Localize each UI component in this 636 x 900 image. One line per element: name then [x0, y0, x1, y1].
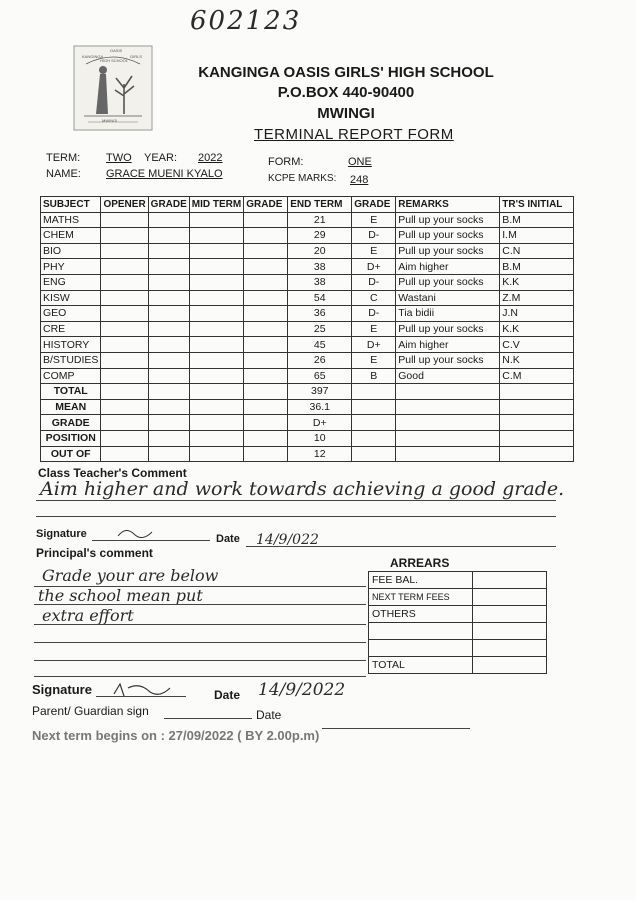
summary-empty-cell: [500, 399, 574, 415]
end-grade-cell: D-: [352, 306, 396, 322]
summary-value: 397: [288, 384, 352, 400]
summary-empty-cell: [189, 384, 243, 400]
table-row: [41, 368, 574, 384]
th-mid-grade: GRADE: [244, 197, 288, 213]
mid-grade-cell: [244, 228, 288, 244]
opener-grade-cell: [148, 352, 189, 368]
end-term-cell: 65: [288, 368, 352, 384]
opener-grade-cell: [148, 368, 189, 384]
opener-cell: [101, 274, 148, 290]
summary-empty-cell: [396, 430, 500, 446]
summary-value: 12: [288, 446, 352, 462]
table-row: [41, 274, 574, 290]
subject-cell: HISTORY: [41, 337, 101, 353]
school-box: P.O.BOX 440-90400: [277, 84, 415, 101]
subject-cell: MATHS: [41, 212, 101, 228]
comment-line-2: [36, 516, 556, 517]
mid-term-cell: [189, 321, 243, 337]
mid-grade-cell: [244, 352, 288, 368]
remark-cell: Pull up your socks: [396, 243, 500, 259]
mid-term-cell: [189, 259, 243, 275]
mid-grade-cell: [244, 243, 288, 259]
arrears-row: [369, 572, 547, 589]
arrears-value: [473, 572, 547, 589]
subject-cell: KISW: [41, 290, 101, 306]
summary-empty-cell: [101, 415, 148, 431]
mid-term-cell: [189, 368, 243, 384]
arrears-label: NEXT TERM FEES: [369, 589, 473, 606]
table-row: [41, 212, 574, 228]
mid-term-cell: [189, 243, 243, 259]
th-remarks: REMARKS: [396, 197, 500, 213]
mid-grade-cell: [244, 306, 288, 322]
opener-cell: [101, 259, 148, 275]
summary-label: GRADE: [41, 415, 101, 431]
ct-signature-mark: [116, 526, 156, 545]
form-label: FORM:: [268, 156, 304, 168]
end-grade-cell: E: [352, 321, 396, 337]
table-row: [41, 259, 574, 275]
logo-text-5: MWINGI: [102, 118, 118, 123]
form-title: TERMINAL REPORT FORM: [254, 126, 454, 143]
initial-cell: Z.M: [500, 290, 574, 306]
arrears-table: [368, 571, 547, 674]
principal-comment-3: extra effort: [42, 606, 134, 625]
remark-cell: Aim higher: [396, 259, 500, 275]
opener-cell: [101, 368, 148, 384]
summary-empty-cell: [500, 430, 574, 446]
term-value: TWO: [106, 152, 132, 164]
remark-cell: Pull up your socks: [396, 212, 500, 228]
principal-comment-1: Grade your are below: [42, 566, 219, 585]
summary-label: MEAN: [41, 399, 101, 415]
summary-empty-cell: [244, 446, 288, 462]
parent-sign-line: [164, 718, 252, 719]
subject-cell: B/STUDIES: [41, 352, 101, 368]
arrears-value: [473, 640, 547, 657]
mid-grade-cell: [244, 368, 288, 384]
table-row: [41, 228, 574, 244]
kcpe-label: KCPE MARKS:: [268, 173, 337, 184]
next-term-notice: Next term begins on : 27/09/2022 ( BY 2.00p.m): [32, 728, 320, 743]
initial-cell: B.M: [500, 212, 574, 228]
class-teacher-date-label: Date: [216, 533, 240, 545]
end-term-cell: 54: [288, 290, 352, 306]
table-row: [41, 306, 574, 322]
summary-empty-cell: [189, 446, 243, 462]
remark-cell: Pull up your socks: [396, 321, 500, 337]
mid-term-cell: [189, 228, 243, 244]
arrears-row: [369, 657, 547, 674]
summary-empty-cell: [500, 384, 574, 400]
initial-cell: N.K: [500, 352, 574, 368]
p-line-4: [34, 642, 366, 643]
initial-cell: J.N: [500, 306, 574, 322]
arrears-label: FEE BAL.: [369, 572, 473, 589]
summary-value: D+: [288, 415, 352, 431]
table-row: [41, 243, 574, 259]
mid-term-cell: [189, 337, 243, 353]
opener-cell: [101, 243, 148, 259]
end-grade-cell: D-: [352, 274, 396, 290]
summary-empty-cell: [101, 446, 148, 462]
opener-grade-cell: [148, 290, 189, 306]
arrears-label: [369, 623, 473, 640]
end-grade-cell: E: [352, 352, 396, 368]
summary-empty-cell: [148, 399, 189, 415]
opener-grade-cell: [148, 274, 189, 290]
table-row: [41, 321, 574, 337]
end-term-cell: 25: [288, 321, 352, 337]
initial-cell: K.K: [500, 321, 574, 337]
parent-sign-label: Parent/ Guardian sign: [32, 704, 149, 718]
mid-grade-cell: [244, 259, 288, 275]
remark-cell: Pull up your socks: [396, 274, 500, 290]
th-initial: TR'S INITIAL: [500, 197, 574, 213]
end-grade-cell: E: [352, 243, 396, 259]
th-subject: SUBJECT: [41, 197, 101, 213]
summary-empty-cell: [189, 430, 243, 446]
end-term-cell: 21: [288, 212, 352, 228]
summary-empty-cell: [244, 415, 288, 431]
year-value: 2022: [198, 152, 223, 164]
summary-empty-cell: [189, 399, 243, 415]
summary-empty-cell: [148, 384, 189, 400]
summary-empty-cell: [244, 430, 288, 446]
arrears-label: [369, 640, 473, 657]
parent-date-line: [322, 728, 470, 729]
summary-empty-cell: [352, 384, 396, 400]
end-grade-cell: C: [352, 290, 396, 306]
initial-cell: I.M: [500, 228, 574, 244]
name-label: NAME:: [46, 168, 81, 180]
remark-cell: Pull up your socks: [396, 352, 500, 368]
p-line-2: [34, 604, 366, 605]
summary-empty-cell: [148, 415, 189, 431]
arrears-row: [369, 623, 547, 640]
class-teacher-signature-label: Signature: [36, 528, 87, 540]
summary-empty-cell: [396, 384, 500, 400]
summary-empty-cell: [396, 415, 500, 431]
end-term-cell: 20: [288, 243, 352, 259]
comment-line-1: [36, 500, 556, 501]
mid-term-cell: [189, 290, 243, 306]
arrears-row: [369, 606, 547, 623]
end-grade-cell: D+: [352, 337, 396, 353]
end-grade-cell: D-: [352, 228, 396, 244]
mid-grade-cell: [244, 321, 288, 337]
summary-row: [41, 446, 574, 462]
summary-label: POSITION: [41, 430, 101, 446]
principal-signature-mark: [110, 680, 190, 705]
subject-cell: PHY: [41, 259, 101, 275]
initial-cell: C.M: [500, 368, 574, 384]
summary-empty-cell: [352, 399, 396, 415]
arrears-value: [473, 606, 547, 623]
th-opener-grade: GRADE: [148, 197, 189, 213]
opener-grade-cell: [148, 212, 189, 228]
arrears-label: OTHERS: [369, 606, 473, 623]
arrears-row: [369, 640, 547, 657]
form-value: ONE: [348, 156, 372, 168]
summary-empty-cell: [148, 430, 189, 446]
th-mid-term: MID TERM: [189, 197, 243, 213]
opener-grade-cell: [148, 259, 189, 275]
term-label: TERM:: [46, 152, 81, 164]
end-term-cell: 26: [288, 352, 352, 368]
year-label: YEAR:: [144, 152, 178, 164]
mid-grade-cell: [244, 212, 288, 228]
mid-term-cell: [189, 212, 243, 228]
opener-grade-cell: [148, 228, 189, 244]
summary-empty-cell: [396, 446, 500, 462]
p-line-6: [34, 676, 366, 677]
summary-value: 10: [288, 430, 352, 446]
end-term-cell: 38: [288, 259, 352, 275]
school-town: MWINGI: [317, 105, 375, 122]
mid-term-cell: [189, 306, 243, 322]
class-teacher-date: 14/9/022: [256, 532, 319, 548]
summary-empty-cell: [244, 384, 288, 400]
th-end-grade: GRADE: [352, 197, 396, 213]
opener-cell: [101, 321, 148, 337]
logo-text-2: OASIS: [110, 48, 123, 53]
opener-grade-cell: [148, 306, 189, 322]
remark-cell: Aim higher: [396, 337, 500, 353]
mid-grade-cell: [244, 274, 288, 290]
subject-cell: CHEM: [41, 228, 101, 244]
mid-grade-cell: [244, 290, 288, 306]
th-end-term: END TERM: [288, 197, 352, 213]
class-teacher-label: Class Teacher's Comment: [38, 466, 187, 480]
summary-value: 36.1: [288, 399, 352, 415]
th-opener: OPENER: [101, 197, 148, 213]
principal-comment-2: the school mean put: [38, 586, 203, 605]
opener-cell: [101, 228, 148, 244]
summary-empty-cell: [189, 415, 243, 431]
parent-date-label: Date: [256, 708, 282, 722]
remark-cell: Good: [396, 368, 500, 384]
summary-empty-cell: [352, 446, 396, 462]
summary-label: OUT OF: [41, 446, 101, 462]
principal-date: 14/9/2022: [258, 680, 346, 700]
table-header-row: [41, 197, 574, 213]
subject-cell: BIO: [41, 243, 101, 259]
p-line-1: [34, 586, 366, 587]
school-logo: [72, 44, 154, 132]
table-row: [41, 352, 574, 368]
arrears-row: [369, 589, 547, 606]
opener-cell: [101, 306, 148, 322]
table-row: [41, 337, 574, 353]
logo-text-1: KANGINGA: [82, 54, 104, 59]
opener-cell: [101, 337, 148, 353]
summary-row: [41, 430, 574, 446]
summary-empty-cell: [244, 399, 288, 415]
subject-cell: CRE: [41, 321, 101, 337]
p-line-3: [34, 624, 366, 625]
end-grade-cell: B: [352, 368, 396, 384]
remark-cell: Pull up your socks: [396, 228, 500, 244]
remark-cell: Wastani: [396, 290, 500, 306]
mid-term-cell: [189, 352, 243, 368]
summary-row: [41, 415, 574, 431]
mid-grade-cell: [244, 337, 288, 353]
principal-signature-label: Signature: [32, 682, 92, 697]
initial-cell: K.K: [500, 274, 574, 290]
logo-text-4: HIGH SCHOOL: [100, 58, 129, 63]
end-term-cell: 36: [288, 306, 352, 322]
opener-grade-cell: [148, 243, 189, 259]
summary-empty-cell: [500, 415, 574, 431]
arrears-value: [473, 623, 547, 640]
end-term-cell: 29: [288, 228, 352, 244]
initial-cell: C.V: [500, 337, 574, 353]
opener-cell: [101, 212, 148, 228]
summary-row: [41, 399, 574, 415]
summary-empty-cell: [148, 446, 189, 462]
end-grade-cell: E: [352, 212, 396, 228]
subject-cell: GEO: [41, 306, 101, 322]
summary-empty-cell: [101, 384, 148, 400]
principal-label: Principal's comment: [36, 546, 153, 560]
initial-cell: C.N: [500, 243, 574, 259]
mid-term-cell: [189, 274, 243, 290]
summary-empty-cell: [101, 430, 148, 446]
arrears-label: TOTAL: [369, 657, 473, 674]
summary-empty-cell: [352, 415, 396, 431]
school-name: KANGINGA OASIS GIRLS' HIGH SCHOOL: [198, 64, 494, 81]
table-row: [41, 290, 574, 306]
arrears-value: [473, 589, 547, 606]
opener-grade-cell: [148, 321, 189, 337]
marks-table: [40, 196, 574, 462]
subject-cell: COMP: [41, 368, 101, 384]
summary-empty-cell: [101, 399, 148, 415]
logo-text-3: GIRLS: [130, 54, 143, 59]
ct-date-line: [246, 546, 556, 547]
summary-empty-cell: [352, 430, 396, 446]
opener-grade-cell: [148, 337, 189, 353]
name-value: GRACE MUENI KYALO: [106, 168, 223, 180]
class-teacher-comment: Aim higher and work towards achieving a good grade.: [40, 478, 565, 500]
principal-date-label: Date: [214, 688, 241, 702]
arrears-title: ARREARS: [390, 556, 450, 570]
summary-empty-cell: [396, 399, 500, 415]
opener-cell: [101, 352, 148, 368]
end-term-cell: 38: [288, 274, 352, 290]
summary-label: TOTAL: [41, 384, 101, 400]
opener-cell: [101, 290, 148, 306]
subject-cell: ENG: [41, 274, 101, 290]
summary-empty-cell: [500, 446, 574, 462]
end-term-cell: 45: [288, 337, 352, 353]
arrears-value: [473, 657, 547, 674]
remark-cell: Tia bidii: [396, 306, 500, 322]
p-line-5: [34, 660, 366, 661]
summary-row: [41, 384, 574, 400]
initial-cell: B.M: [500, 259, 574, 275]
kcpe-value: 248: [350, 174, 369, 186]
handwritten-ref: 602123: [190, 6, 302, 36]
end-grade-cell: D+: [352, 259, 396, 275]
